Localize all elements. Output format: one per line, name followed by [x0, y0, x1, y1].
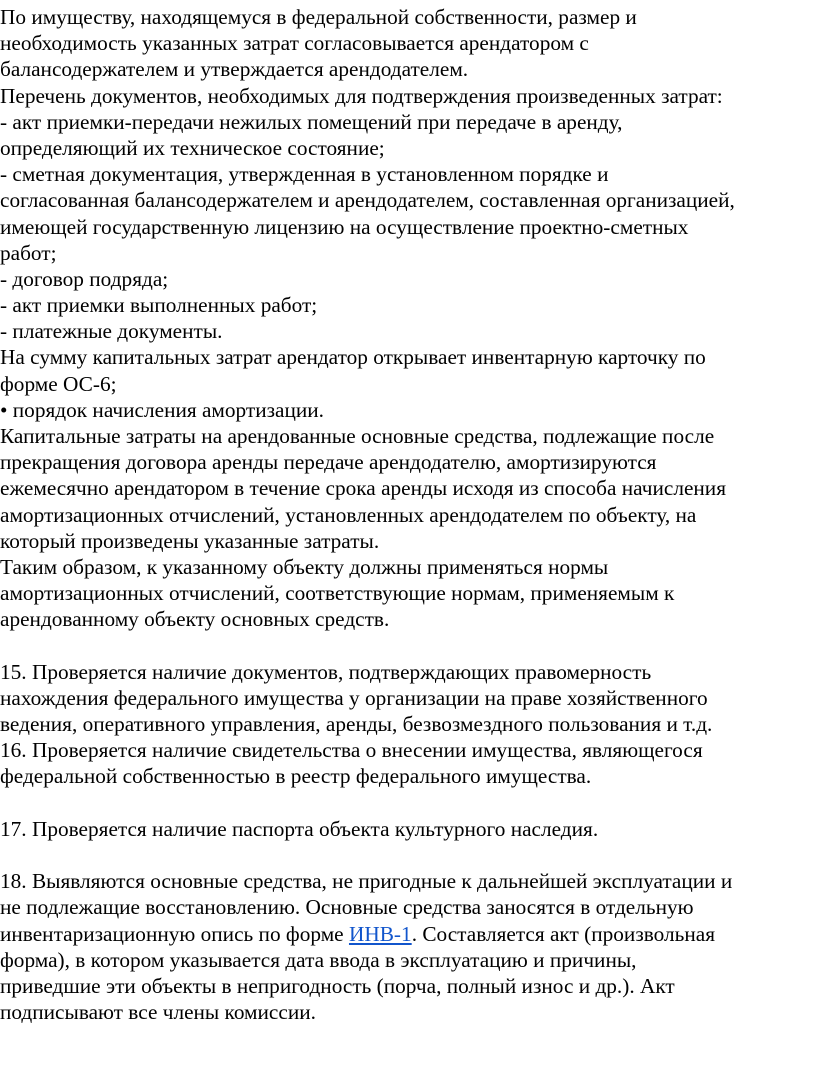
text-line: прекращения договора аренды передаче арендодателю, амортизируются — [0, 450, 657, 475]
text-line: 18. Выявляются основные средства, не пригодные к дальнейшей эксплуатации и — [0, 869, 733, 894]
text-line: подписывают все члены комиссии. — [0, 1000, 316, 1025]
text-line: Перечень документов, необходимых для подтверждения произведенных затрат: — [0, 83, 723, 108]
document-body — [0, 4, 816, 921]
text-line: • порядок начисления амортизации. — [0, 397, 325, 422]
text-line: нахождения федерального имущества у организации на праве хозяйственного — [0, 685, 708, 710]
text-line: не подлежащие восстановлению. Основные средства заносятся в отдельную — [0, 895, 694, 920]
document-tail — [0, 947, 816, 1026]
text-line: определяющий их техническое состояние; — [0, 135, 385, 160]
inv1-form-link[interactable]: ИНВ-1 — [348, 921, 412, 946]
text-line: Таким образом, к указанному объекту должны применяться нормы — [0, 554, 609, 579]
text-line: имеющей государственную лицензию на осуществление проектно-сметных — [0, 214, 689, 239]
text-line: 16. Проверяется наличие свидетельства о внесении имущества, являющегося — [0, 738, 703, 763]
blank-line — [0, 842, 816, 868]
text-line: - договор подряда; — [0, 266, 169, 291]
text-line: федеральной собственностью в реестр федерального имущества. — [0, 764, 592, 789]
text-line: - сметная документация, утвержденная в установленном порядке и — [0, 162, 609, 187]
text-before-link: инвентаризационную опись по форме — [0, 921, 349, 946]
text-line: форме ОС-6; — [0, 371, 117, 396]
text-line: 17. Проверяется наличие паспорта объекта культурного наследия. — [0, 816, 599, 841]
text-line: На сумму капитальных затрат арендатор открывает инвентарную карточку по — [0, 345, 706, 370]
blank-line — [0, 633, 816, 659]
text-line: амортизационных отчислений, соответствующие нормам, применяемым к — [0, 581, 675, 606]
text-line-inv1 — [0, 921, 816, 947]
text-line: необходимость указанных затрат согласовывается арендатором с — [0, 31, 589, 56]
text-line: Капитальные затраты на арендованные основные средства, подлежащие после — [0, 424, 715, 448]
text-line: арендованному объекту основных средств. — [0, 607, 390, 632]
text-line: - платежные документы. — [0, 319, 223, 344]
text-line: работ; — [0, 240, 57, 265]
text-line: - акт приемки-передачи нежилых помещений при передаче в аренду, — [0, 109, 623, 134]
text-line: ведения, оперативного управления, аренды, безвозмездного пользования и т.д. — [0, 712, 713, 737]
text-line: - акт приемки выполненных работ; — [0, 293, 318, 318]
blank-line — [0, 790, 816, 816]
text-line: приведшие эти объекты в непригодность (порча, полный износ и др.). Акт — [0, 973, 675, 998]
text-line: 15. Проверяется наличие документов, подтверждающих правомерность — [0, 659, 652, 684]
text-line: По имуществу, находящемуся в федеральной собственности, размер и — [0, 5, 637, 29]
text-line: ежемесячно арендатором в течение срока аренды исходя из способа начисления — [0, 476, 726, 501]
text-line: балансодержателем и утверждается арендодателем. — [0, 57, 469, 82]
text-after-link: . Составляется акт (произвольная — [411, 921, 715, 946]
text-line: согласованная балансодержателем и арендодателем, составленная организацией, — [0, 188, 735, 213]
text-line: форма), в котором указывается дата ввода в эксплуатацию и причины, — [0, 947, 637, 972]
text-line: который произведены указанные затраты. — [0, 528, 380, 553]
text-line: амортизационных отчислений, установленных арендодателем по объекту, на — [0, 502, 697, 527]
